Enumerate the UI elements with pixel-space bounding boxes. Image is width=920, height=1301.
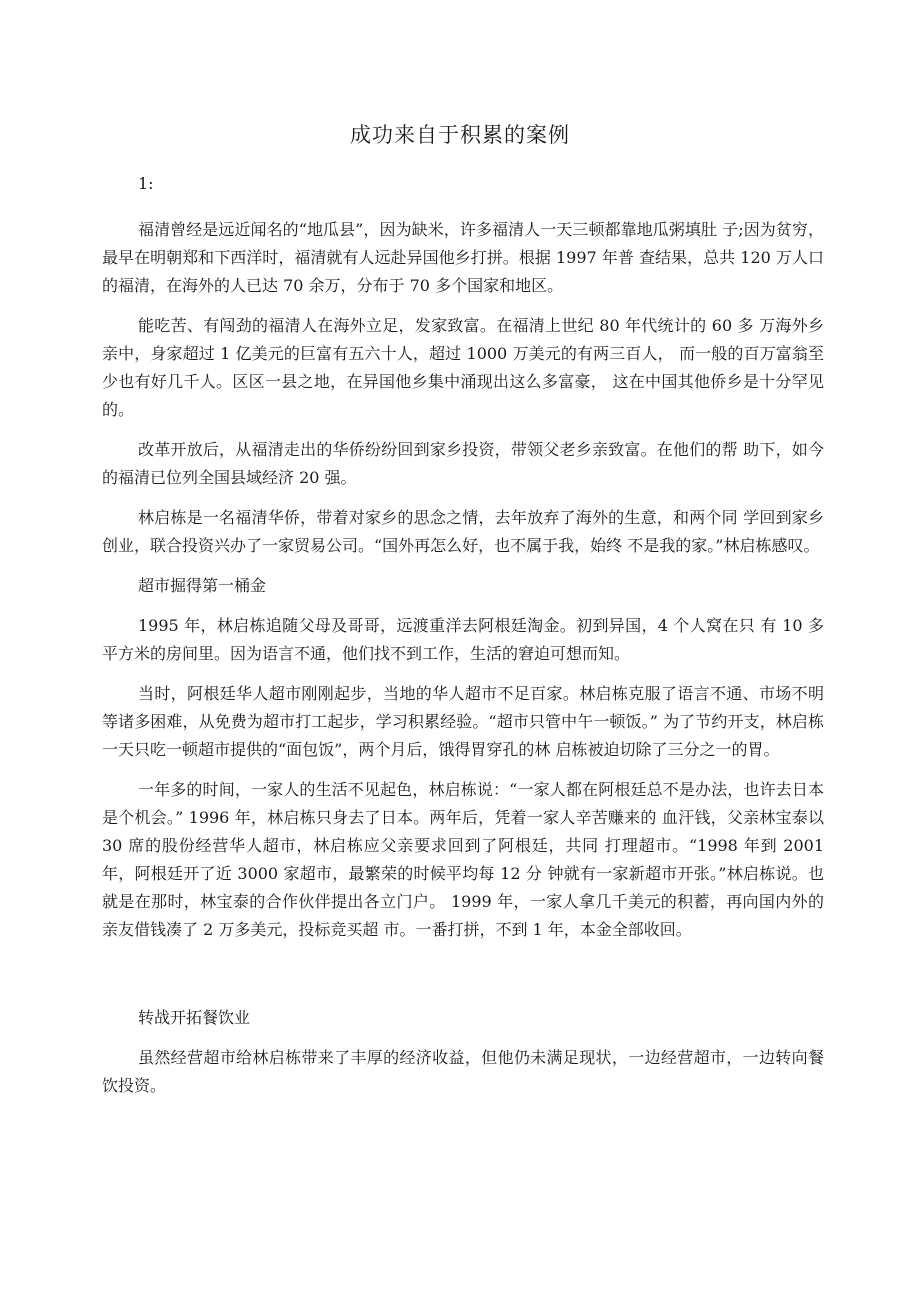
page-title: 成功来自于积累的案例: [350, 123, 570, 147]
paragraph: 虽然经营超市给林启栋带来了丰厚的经济收益，但他仍未满足现状，一边经营超市，一边转向餐饮投资。: [102, 1048, 824, 1095]
paragraph: 林启栋是一名福清华侨，带着对家乡的思念之情，去年放弃了海外的生意，和两个同 学回到家乡创业，联合投资兴办了一家贸易公司。“国外再怎么好，也不属于我，始终 不是我的家。”林启栋感叹。: [102, 508, 824, 555]
section-heading: 超市掘得第一桶金: [138, 576, 267, 595]
paragraph: 改革开放后，从福清走出的华侨纷纷回到家乡投资，带领父老乡亲致富。在他们的帮 助下，如今的福清已位列全国县域经济 20 强。: [102, 440, 824, 487]
document-body: [102, 170, 824, 1100]
paragraph: 一年多的时间，一家人的生活不见起色，林启栋说：“一家人都在阿根廷总不是办法，也许去日本是个机会。” 1996 年，林启栋只身去了日本。两年后，凭着一家人辛苦赚来的 血汗钱，父亲林宝泰以 30 席的股份经营华人超市，林启栋应父亲要求回到了阿根廷，共同 打理超市。“1998 年到 2001 年，阿根廷开了近 3000 家超市，最繁荣的时候平均每 12 分 钟就有一家新超市开张。”林启栋说。也就是在那时，林宝泰的合作伙伴提出各立门户。 1999 年，一家人拿几千美元的积蓄，再向国内外的亲友借钱凑了 2 万多美元，投标竞买超 市。一番打拼，不到 1 年，本金全部收回。: [102, 780, 824, 939]
paragraph: 能吃苦、有闯劲的福清人在海外立足，发家致富。在福清上世纪 80 年代统计的 60 多 万海外乡亲中，身家超过 1 亿美元的巨富有五六十人，超过 1000 万美元的有两三百人， 而一般的百万富翁至少也有好几千人。区区一县之地，在异国他乡集中涌现出这么多富豪， 这在中国其他侨乡是十分罕见的。: [102, 316, 824, 419]
section-number: 1:: [138, 174, 154, 193]
section-heading: 转战开拓餐饮业: [138, 1008, 251, 1027]
paragraph: 1995 年，林启栋追随父母及哥哥，远渡重洋去阿根廷淘金。初到异国，4 个人窝在只 有 10 多平方米的房间里。因为语言不通，他们找不到工作，生活的窘迫可想而知。: [102, 616, 824, 663]
paragraph: 福清曾经是远近闻名的“地瓜县”，因为缺米，许多福清人一天三顿都靠地瓜粥填肚 子;因为贫穷，最早在明朝郑和下西洋时，福清就有人远赴异国他乡打拼。根据 1997 年普 查结果，总共 120 万人口的福清，在海外的人已达 70 余万，分布于 70 多个国家和地区。: [102, 220, 824, 295]
paragraph: 当时，阿根廷华人超市刚刚起步，当地的华人超市不足百家。林启栋克服了语言不通、市场不明等诸多困难，从免费为超市打工起步，学习积累经验。“超市只管中午一顿饭。” 为了节约开支，林启栋一天只吃一顿超市提供的“面包饭”，两个月后，饿得胃穿孔的林 启栋被迫切除了三分之一的胃。: [102, 684, 824, 759]
